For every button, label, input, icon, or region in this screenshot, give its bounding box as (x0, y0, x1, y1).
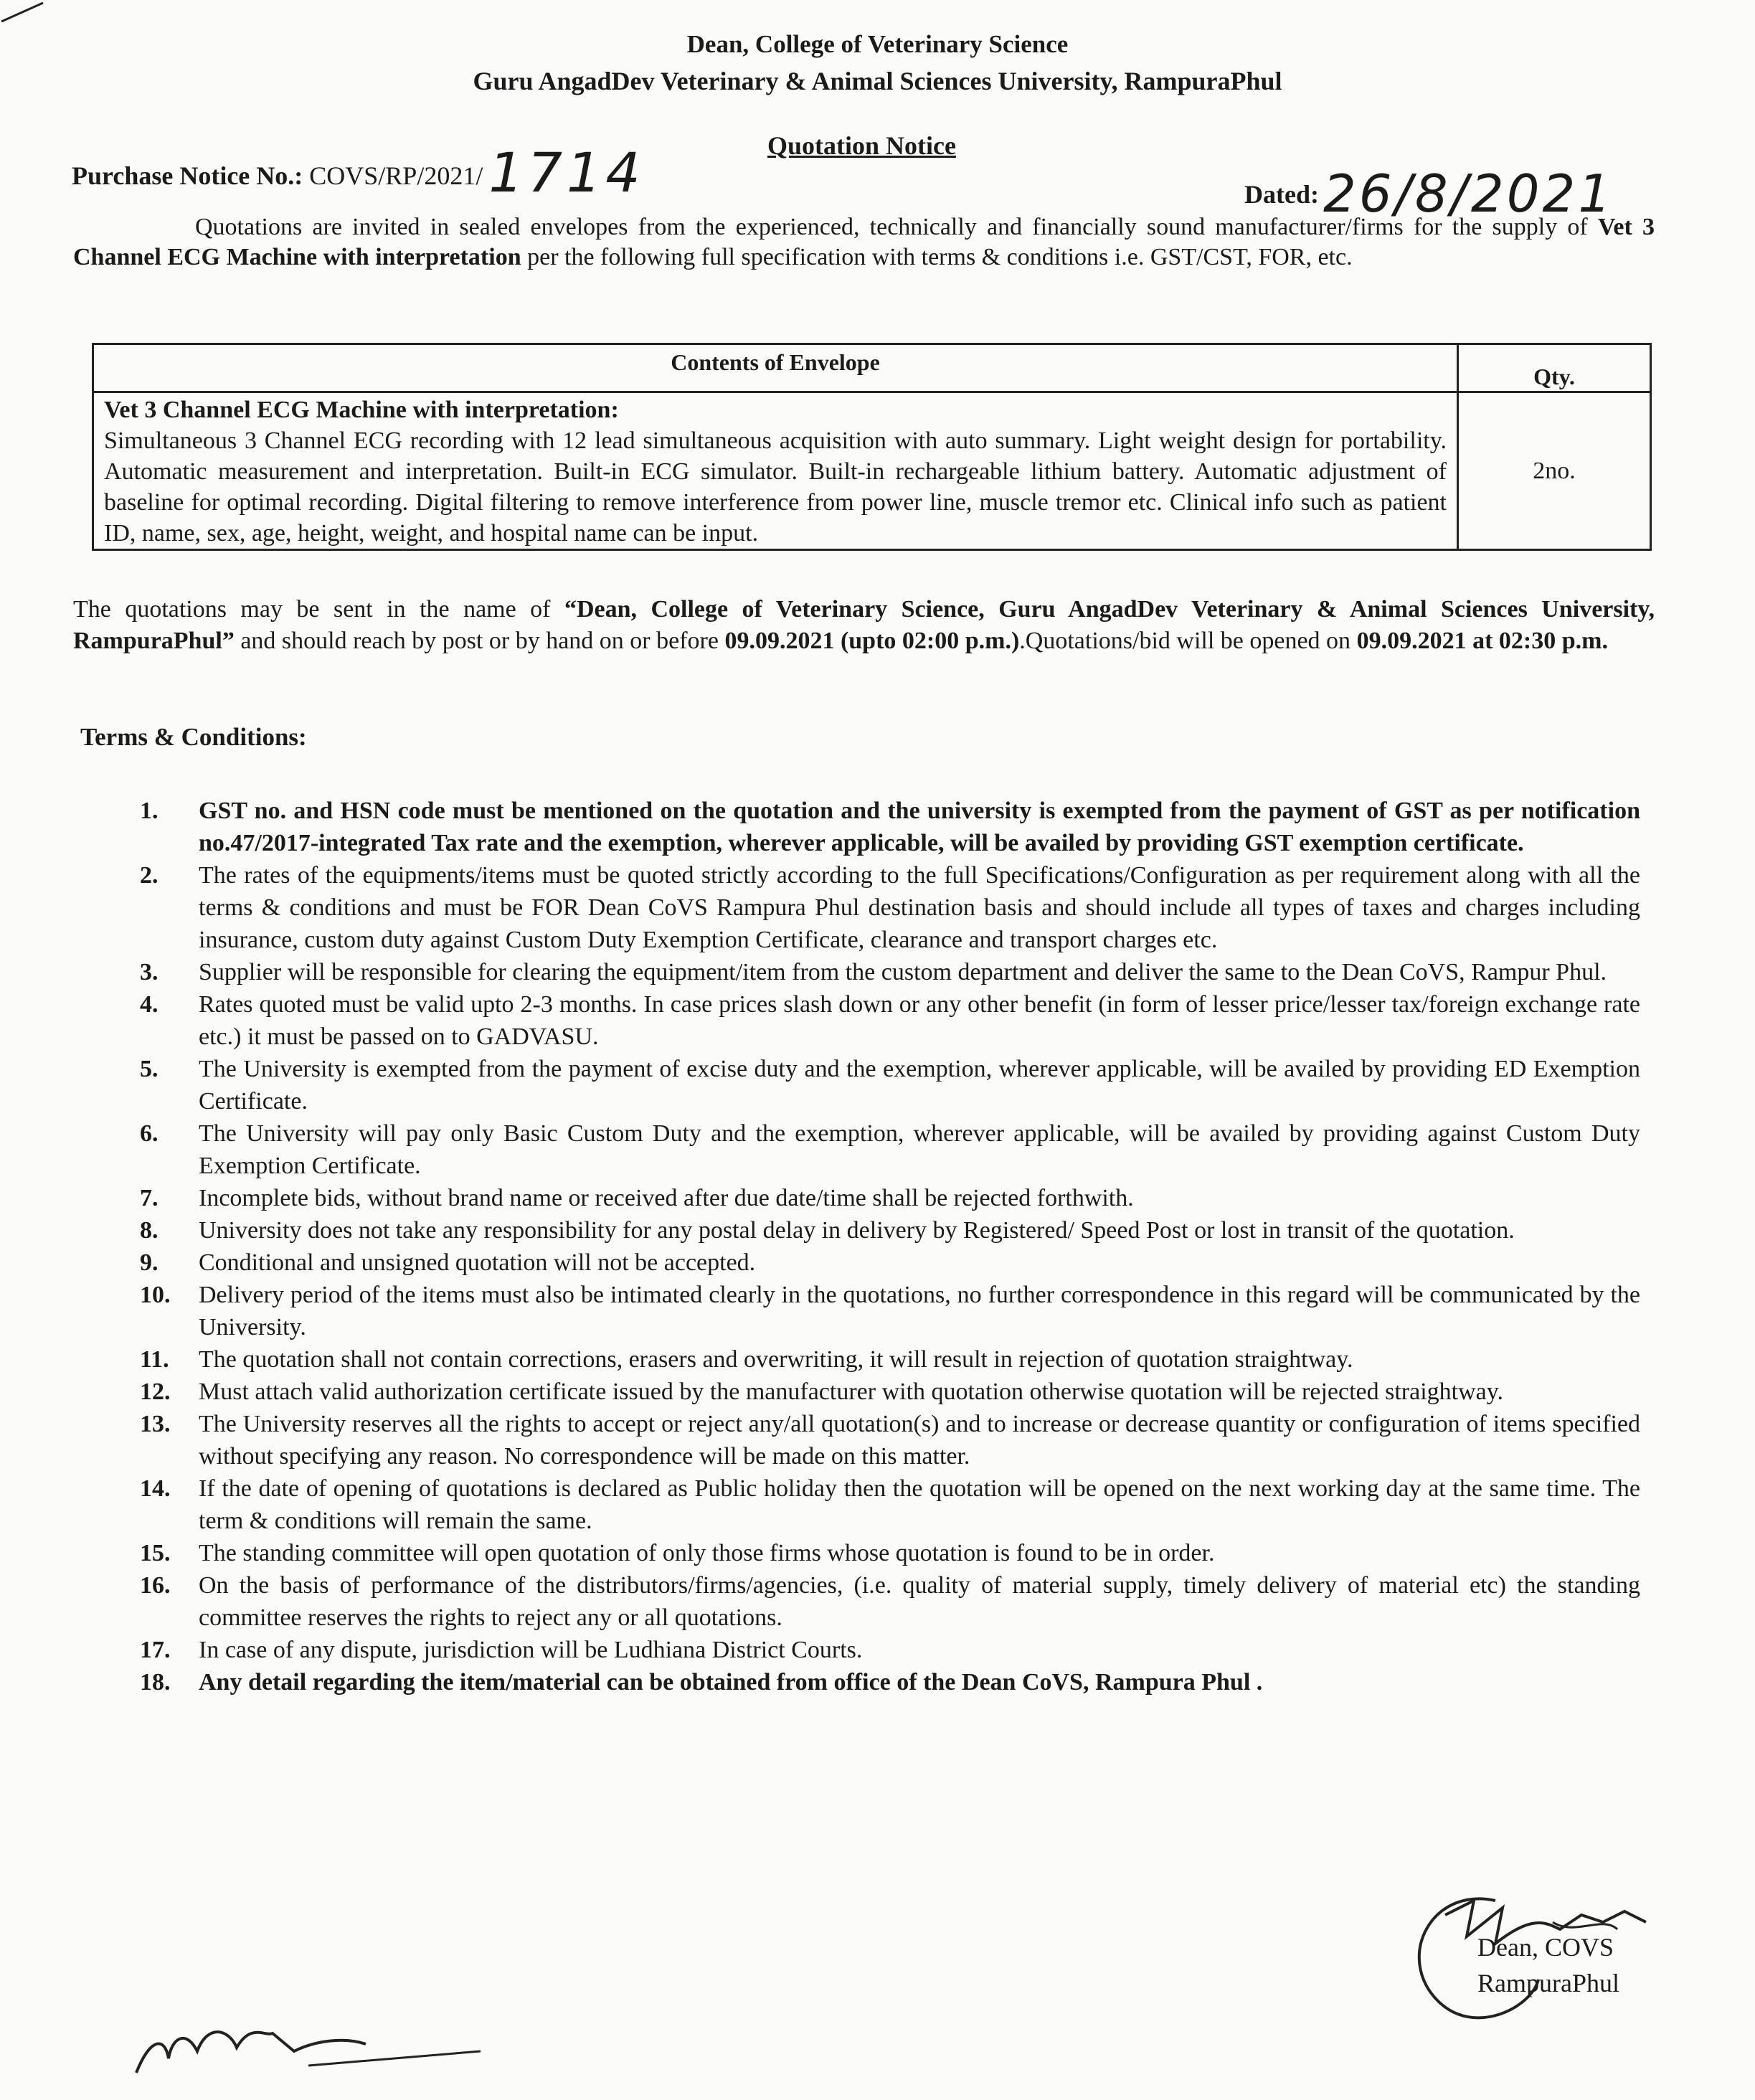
envelope-table-header (93, 344, 1651, 392)
term-item (140, 1053, 1640, 1117)
term-text: GST no. and HSN code must be mentioned on the quotation and the university is exempted from the payment of GST as per notification no.47/2017-integrated Tax rate and the exemption, wherever applicable, will be availed by providing GST exemption certificate. (199, 798, 1640, 856)
term-number: 7. (140, 1185, 159, 1211)
item-spec: Simultaneous 3 Channel ECG recording with 12 lead simultaneous acquisition with auto summary. Light weight design for portability. Automatic measurement and interpretation. Built-in ECG simulator. Built-in rechargeable lithium battery. Automatic adjustment of baseline for optimal recording. Digital filtering to remove interference from power line, muscle tremor etc. Clinical info such as patient ID, name, sex, age, height, weight, and hospital name can be input. (104, 427, 1447, 547)
header-line-2: Guru AngadDev Veterinary & Animal Sciences University, RampuraPhul (473, 67, 1282, 95)
term-text: Rates quoted must be valid upto 2-3 months. In case prices slash down or any other benefit (in form of lesser price/lesser tax/foreign exchange rate etc.) it must be passed on to GADVASU. (199, 991, 1640, 1050)
term-item (140, 1343, 1640, 1376)
intro-part-1: Quotations are invited in sealed envelopes from the experienced, technically and financially sound manufacturer/firms for the supply of (195, 214, 1598, 240)
term-number: 11. (140, 1346, 169, 1373)
term-text: Incomplete bids, without brand name or received after due date/time shall be rejected forthwith. (199, 1185, 1134, 1211)
sendto-part-3: .Quotations/bid will be opened on (1019, 628, 1357, 654)
term-number: 14. (140, 1475, 171, 1502)
qty-header: Qty. (1458, 344, 1651, 392)
term-text: Must attach valid authorization certificate issued by the manufacturer with quotation otherwise quotation will be rejected straightway. (199, 1378, 1504, 1405)
intro-item: Vet 3 Channel ECG Machine with interpretation (73, 214, 1655, 270)
intro-paragraph (73, 212, 1655, 273)
item-qty: 2no. (1458, 392, 1651, 550)
term-text: The University reserves all the rights to accept or reject any/all quotation(s) and to increase or decrease quantity or configuration of items specified without specifying any reason. No correspondence will be made on this matter. (199, 1411, 1640, 1470)
term-item (140, 1214, 1640, 1247)
term-number: 8. (140, 1217, 159, 1244)
term-item (140, 1182, 1640, 1214)
term-text: Delivery period of the items must also be intimated clearly in the quotations, no further correspondence in this regard will be communicated by the University. (199, 1282, 1640, 1340)
terms-heading: Terms & Conditions: (80, 723, 307, 751)
term-item (140, 1537, 1640, 1569)
term-number: 1. (140, 798, 159, 824)
corner-pen-mark (0, 0, 50, 29)
term-number: 3. (140, 959, 159, 985)
term-item (140, 1376, 1640, 1408)
term-item (140, 1666, 1640, 1698)
term-item (140, 859, 1640, 956)
term-number: 12. (140, 1378, 171, 1405)
sendto-deadline: 09.09.2021 (upto 02:00 p.m.) (724, 628, 1020, 654)
purchase-notice-label: Purchase Notice No.: (72, 161, 303, 190)
term-text: The standing committee will open quotation of only those firms whose quotation is found to be in order. (199, 1540, 1215, 1566)
term-text: On the basis of performance of the distributors/firms/agencies, (i.e. quality of material supply, timely delivery of material etc) the standing committee reserves the rights to reject any or all quotations. (199, 1572, 1640, 1631)
sendto-addressee: “Dean, College of Veterinary Science, Guru AngadDev Veterinary & Animal Sciences University, RampuraPhul” (73, 596, 1655, 654)
dated-label: Dated: (1244, 180, 1319, 209)
notice-title: Quotation Notice (767, 131, 956, 160)
item-title: Vet 3 Channel ECG Machine with interpretation: (104, 397, 619, 423)
sendto-opening: 09.09.2021 at 02:30 p.m. (1356, 628, 1608, 654)
term-text: Any detail regarding the item/material can be obtained from office of the Dean CoVS, Rampura Phul . (199, 1669, 1263, 1695)
intro-part-2: per the following full specification with terms & conditions i.e. GST/CST, FOR, etc. (521, 244, 1353, 270)
term-item (140, 1279, 1640, 1343)
sendto-part-1: The quotations may be sent in the name of (73, 596, 564, 623)
dated-handwritten: 26/8/2021 (1323, 164, 1614, 224)
sendto-part-2: and should reach by post or by hand on or before (234, 628, 725, 654)
term-item (140, 1247, 1640, 1279)
term-text: Supplier will be responsible for clearing the equipment/item from the custom department and deliver the same to the Dean CoVS, Rampur Phul. (199, 959, 1607, 985)
term-text: The University is exempted from the payment of excise duty and the exemption, wherever applicable, will be availed by providing ED Exemption Certificate. (199, 1056, 1640, 1115)
send-to-paragraph (73, 594, 1655, 657)
term-item (140, 1117, 1640, 1182)
term-item (140, 795, 1640, 859)
signatory-block (1477, 1929, 1619, 2001)
term-item (140, 1569, 1640, 1634)
initials-signature (129, 2008, 488, 2087)
term-number: 4. (140, 991, 159, 1018)
signatory-title: Dean, COVS (1477, 1933, 1614, 1962)
term-item (140, 1634, 1640, 1666)
term-number: 13. (140, 1411, 171, 1437)
term-item (140, 1472, 1640, 1537)
term-number: 9. (140, 1249, 159, 1276)
contents-header: Contents of Envelope (93, 344, 1458, 392)
purchase-notice-number (72, 141, 645, 204)
term-number: 18. (140, 1669, 171, 1695)
term-number: 10. (140, 1282, 171, 1308)
header-line-1: Dean, College of Veterinary Science (686, 30, 1069, 58)
term-text: The University will pay only Basic Custom Duty and the exemption, wherever applicable, will be availed by providing against Custom Duty Exemption Certificate. (199, 1120, 1640, 1179)
term-text: The rates of the equipments/items must be quoted strictly according to the full Specifications/Configuration as per requirement along with all the terms & conditions and must be FOR Dean CoVS Rampura Phul destination basis and should include all types of taxes and charges including insurance, custom duty against Custom Duty Exemption Certificate, clearance and transport charges etc. (199, 862, 1640, 953)
term-item (140, 988, 1640, 1053)
terms-list (140, 795, 1640, 1698)
signatory-place: RampuraPhul (1477, 1969, 1619, 1997)
term-number: 5. (140, 1056, 159, 1082)
term-number: 2. (140, 862, 159, 889)
term-text: If the date of opening of quotations is declared as Public holiday then the quotation will be opened on the next working day at the same time. The term & conditions will remain the same. (199, 1475, 1640, 1534)
term-text: In case of any dispute, jurisdiction will be Ludhiana District Courts. (199, 1637, 863, 1663)
term-number: 6. (140, 1120, 159, 1147)
term-item (140, 956, 1640, 988)
term-item (140, 1408, 1640, 1472)
term-text: University does not take any responsibility for any postal delay in delivery by Registered/ Speed Post or lost in transit of the quotation. (199, 1217, 1515, 1244)
envelope-table (92, 343, 1652, 551)
purchase-notice-handwritten-number: 1714 (488, 141, 645, 204)
envelope-table-row (93, 392, 1651, 550)
term-text: The quotation shall not contain corrections, erasers and overwriting, it will result in rejection of quotation straightway. (199, 1346, 1353, 1373)
purchase-notice-code: COVS/RP/2021/ (309, 161, 483, 190)
term-number: 15. (140, 1540, 171, 1566)
term-number: 16. (140, 1572, 171, 1599)
term-number: 17. (140, 1637, 171, 1663)
term-text: Conditional and unsigned quotation will not be accepted. (199, 1249, 756, 1276)
item-description (93, 392, 1458, 550)
